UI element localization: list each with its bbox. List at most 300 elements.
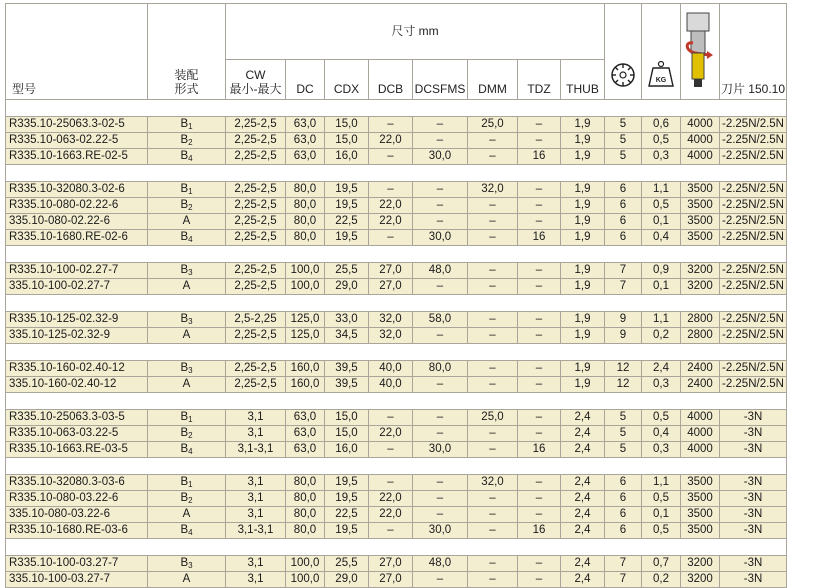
table-row xyxy=(6,507,787,523)
cell-tdz: 16 xyxy=(518,149,561,165)
table-row xyxy=(6,556,787,572)
dimensions-header: 尺寸 mm xyxy=(226,4,605,60)
cell-form: $B_4$ xyxy=(148,442,226,458)
cell-insert: -2.25N/2.5N xyxy=(720,312,787,328)
cell-insert: -2.25N/2.5N xyxy=(720,182,787,198)
cell-rpm: 2400 xyxy=(681,361,720,377)
col-header-dcsfms: DCSFMS xyxy=(413,60,468,100)
cell-insert: -2.25N/2.5N xyxy=(720,230,787,246)
cell-rpm: 2800 xyxy=(681,312,720,328)
cell-teeth: 7 xyxy=(605,263,642,279)
cell-rpm: 2400 xyxy=(681,377,720,393)
cell-dc: 100,0 xyxy=(286,263,325,279)
cell-cw: 3,1 xyxy=(226,426,286,442)
cell-insert: -3N xyxy=(720,410,787,426)
cell-teeth: 5 xyxy=(605,149,642,165)
cell-kg: 0,7 xyxy=(642,556,681,572)
cell-insert: -2.25N/2.5N xyxy=(720,149,787,165)
cell-dcsfms: – xyxy=(413,198,468,214)
cell-dcb: – xyxy=(369,523,413,539)
cell-kg: 0,1 xyxy=(642,214,681,230)
cell-kg: 2,4 xyxy=(642,361,681,377)
cell-cw: 2,5-2,25 xyxy=(226,312,286,328)
cell-cdx: 19,5 xyxy=(325,198,369,214)
cell-cw: 2,25-2,5 xyxy=(226,117,286,133)
cell-dc: 100,0 xyxy=(286,556,325,572)
cell-model: R335.10-25063.3-03-5 xyxy=(6,410,148,426)
cell-cdx: 19,5 xyxy=(325,491,369,507)
cell-dcb: 32,0 xyxy=(369,312,413,328)
cell-dc: 80,0 xyxy=(286,198,325,214)
col-header-model: 型号 xyxy=(6,4,148,100)
cell-dcsfms: 48,0 xyxy=(413,556,468,572)
cell-teeth: 6 xyxy=(605,491,642,507)
cell-thub: 1,9 xyxy=(561,279,605,295)
cell-cw: 2,25-2,5 xyxy=(226,328,286,344)
col-header-cdx: CDX xyxy=(325,60,369,100)
cell-form: $B_2$ xyxy=(148,426,226,442)
cell-kg: 0,5 xyxy=(642,410,681,426)
cell-dcsfms: 58,0 xyxy=(413,312,468,328)
cell-tdz: – xyxy=(518,410,561,426)
cell-tdz: – xyxy=(518,312,561,328)
cell-thub: 1,9 xyxy=(561,182,605,198)
cell-form: A xyxy=(148,572,226,588)
cell-dc: 80,0 xyxy=(286,182,325,198)
cell-form: $B_1$ xyxy=(148,475,226,491)
cell-dcb: 27,0 xyxy=(369,556,413,572)
cell-tdz: – xyxy=(518,263,561,279)
cell-dc: 80,0 xyxy=(286,507,325,523)
cell-dmm: 32,0 xyxy=(468,182,518,198)
cell-cdx: 29,0 xyxy=(325,279,369,295)
cell-rpm: 4000 xyxy=(681,442,720,458)
cell-model: R335.10-32080.3-02-6 xyxy=(6,182,148,198)
assembly-form-index: 2 xyxy=(188,496,193,505)
cell-model: 335.10-160-02.40-12 xyxy=(6,377,148,393)
cell-kg: 0,2 xyxy=(642,572,681,588)
cell-form: $B_2$ xyxy=(148,198,226,214)
cell-dcb: 27,0 xyxy=(369,279,413,295)
col-header-teeth xyxy=(605,4,642,100)
cell-dcsfms: 80,0 xyxy=(413,361,468,377)
cell-dcsfms: – xyxy=(413,410,468,426)
cell-rpm: 4000 xyxy=(681,149,720,165)
cell-dcsfms: 30,0 xyxy=(413,442,468,458)
cell-thub: 1,9 xyxy=(561,230,605,246)
cell-thub: 2,4 xyxy=(561,475,605,491)
col-header-dcb: DCB xyxy=(369,60,413,100)
cell-kg: 0,5 xyxy=(642,133,681,149)
cell-teeth: 7 xyxy=(605,556,642,572)
cell-cw: 3,1 xyxy=(226,491,286,507)
cell-thub: 2,4 xyxy=(561,572,605,588)
assembly-form-index: 4 xyxy=(188,235,193,244)
cell-insert: -3N xyxy=(720,491,787,507)
cell-dc: 80,0 xyxy=(286,491,325,507)
cell-thub: 2,4 xyxy=(561,556,605,572)
table-row xyxy=(6,328,787,344)
cell-tdz: – xyxy=(518,377,561,393)
cell-tdz: – xyxy=(518,328,561,344)
cell-dc: 63,0 xyxy=(286,149,325,165)
cell-cdx: 19,5 xyxy=(325,230,369,246)
table-row xyxy=(6,442,787,458)
cell-kg: 0,4 xyxy=(642,230,681,246)
cell-model: R335.10-063-03.22-5 xyxy=(6,426,148,442)
cell-dmm: – xyxy=(468,426,518,442)
cell-dmm: – xyxy=(468,523,518,539)
cell-model: 335.10-100-03.27-7 xyxy=(6,572,148,588)
cell-dcb: 22,0 xyxy=(369,214,413,230)
table-row xyxy=(6,263,787,279)
cell-dcb: 22,0 xyxy=(369,507,413,523)
cell-cw: 2,25-2,5 xyxy=(226,214,286,230)
cell-cw: 3,1-3,1 xyxy=(226,523,286,539)
cell-tdz: – xyxy=(518,572,561,588)
table-row xyxy=(6,572,787,588)
cell-dc: 63,0 xyxy=(286,410,325,426)
cell-dcb: 32,0 xyxy=(369,328,413,344)
table-row xyxy=(6,133,787,149)
cell-cw: 2,25-2,5 xyxy=(226,230,286,246)
assembly-form-index: 3 xyxy=(188,317,193,326)
col-header-cw: CW 最小-最大 xyxy=(226,60,286,100)
cell-model: 335.10-080-03.22-6 xyxy=(6,507,148,523)
cell-dc: 63,0 xyxy=(286,442,325,458)
cell-dmm: – xyxy=(468,572,518,588)
cell-cdx: 25,5 xyxy=(325,556,369,572)
table-row xyxy=(6,182,787,198)
cell-teeth: 7 xyxy=(605,279,642,295)
cell-cw: 3,1 xyxy=(226,507,286,523)
assembly-form-index: 2 xyxy=(188,431,193,440)
cell-dcsfms: – xyxy=(413,475,468,491)
col-header-weight xyxy=(642,4,681,100)
col-header-insert: 刀片 150.10 xyxy=(720,4,787,100)
cell-dcsfms: – xyxy=(413,279,468,295)
col-header-rpm xyxy=(681,4,720,100)
cell-tdz: – xyxy=(518,491,561,507)
cell-kg: 1,1 xyxy=(642,475,681,491)
table-row xyxy=(6,198,787,214)
cell-dcsfms: – xyxy=(413,133,468,149)
cell-form: $B_3$ xyxy=(148,312,226,328)
cell-rpm: 3500 xyxy=(681,198,720,214)
cell-rpm: 3200 xyxy=(681,556,720,572)
col-header-assembly: 装配 形式 xyxy=(148,4,226,100)
cell-form: $B_4$ xyxy=(148,523,226,539)
cell-cdx: 29,0 xyxy=(325,572,369,588)
cell-dmm: – xyxy=(468,149,518,165)
cell-thub: 1,9 xyxy=(561,361,605,377)
cell-dc: 80,0 xyxy=(286,230,325,246)
cutter-spec-table xyxy=(5,3,787,588)
cell-model: R335.10-1680.RE-02-6 xyxy=(6,230,148,246)
cell-form: $B_3$ xyxy=(148,556,226,572)
cell-teeth: 7 xyxy=(605,572,642,588)
cell-dcsfms: 30,0 xyxy=(413,230,468,246)
assembly-form-index: 1 xyxy=(188,122,193,131)
cell-tdz: – xyxy=(518,361,561,377)
cell-dmm: – xyxy=(468,279,518,295)
table-row xyxy=(6,361,787,377)
table-row xyxy=(6,117,787,133)
cell-dc: 80,0 xyxy=(286,475,325,491)
cell-dcb: 40,0 xyxy=(369,361,413,377)
cell-thub: 1,9 xyxy=(561,312,605,328)
cell-form: A xyxy=(148,507,226,523)
cell-tdz: 16 xyxy=(518,523,561,539)
cell-dcsfms: – xyxy=(413,214,468,230)
cell-dcsfms: 30,0 xyxy=(413,149,468,165)
cell-dcsfms: – xyxy=(413,182,468,198)
cell-tdz: – xyxy=(518,117,561,133)
cell-dmm: – xyxy=(468,361,518,377)
cell-teeth: 9 xyxy=(605,328,642,344)
cell-insert: -2.25N/2.5N xyxy=(720,328,787,344)
cell-dc: 100,0 xyxy=(286,572,325,588)
cell-form: $B_2$ xyxy=(148,133,226,149)
cell-dc: 125,0 xyxy=(286,312,325,328)
cell-kg: 0,4 xyxy=(642,426,681,442)
cell-form: $B_2$ xyxy=(148,491,226,507)
assembly-form-index: 3 xyxy=(188,561,193,570)
col-header-tdz: TDZ xyxy=(518,60,561,100)
cell-thub: 1,9 xyxy=(561,117,605,133)
cell-teeth: 5 xyxy=(605,117,642,133)
cell-teeth: 5 xyxy=(605,442,642,458)
cell-tdz: – xyxy=(518,426,561,442)
cell-dcb: – xyxy=(369,182,413,198)
cell-kg: 0,3 xyxy=(642,442,681,458)
cell-dmm: – xyxy=(468,377,518,393)
cell-cdx: 19,5 xyxy=(325,182,369,198)
cell-teeth: 5 xyxy=(605,426,642,442)
cell-form: A xyxy=(148,328,226,344)
cell-tdz: – xyxy=(518,507,561,523)
group-spacer xyxy=(6,165,787,182)
table-row xyxy=(6,377,787,393)
cell-dcsfms: 30,0 xyxy=(413,523,468,539)
group-spacer xyxy=(6,246,787,263)
cell-thub: 1,9 xyxy=(561,263,605,279)
table-row xyxy=(6,426,787,442)
cell-model: R335.10-25063.3-02-5 xyxy=(6,117,148,133)
cell-insert: -3N xyxy=(720,523,787,539)
cell-dcsfms: – xyxy=(413,491,468,507)
cell-dmm: – xyxy=(468,230,518,246)
table-row xyxy=(6,279,787,295)
group-spacer xyxy=(6,458,787,475)
cell-model: R335.10-063-02.22-5 xyxy=(6,133,148,149)
cell-thub: 1,9 xyxy=(561,214,605,230)
cell-thub: 2,4 xyxy=(561,410,605,426)
assembly-form-index: 1 xyxy=(188,187,193,196)
cell-dmm: – xyxy=(468,556,518,572)
cell-kg: 0,5 xyxy=(642,491,681,507)
cell-cdx: 34,5 xyxy=(325,328,369,344)
cell-dcb: 22,0 xyxy=(369,491,413,507)
cell-form: A xyxy=(148,279,226,295)
cell-kg: 1,1 xyxy=(642,312,681,328)
cell-cw: 2,25-2,5 xyxy=(226,279,286,295)
cell-form: $B_4$ xyxy=(148,230,226,246)
cell-dc: 160,0 xyxy=(286,377,325,393)
cell-form: $B_3$ xyxy=(148,263,226,279)
cell-dcb: – xyxy=(369,230,413,246)
cell-form: $B_4$ xyxy=(148,149,226,165)
cell-cdx: 39,5 xyxy=(325,361,369,377)
cell-tdz: – xyxy=(518,133,561,149)
cell-cdx: 15,0 xyxy=(325,410,369,426)
cell-rpm: 4000 xyxy=(681,426,720,442)
cell-tdz: – xyxy=(518,182,561,198)
cell-cdx: 16,0 xyxy=(325,149,369,165)
cell-cw: 2,25-2,5 xyxy=(226,198,286,214)
cell-insert: -3N xyxy=(720,442,787,458)
cell-dc: 63,0 xyxy=(286,426,325,442)
cell-tdz: – xyxy=(518,556,561,572)
cell-tdz: – xyxy=(518,214,561,230)
cell-kg: 0,1 xyxy=(642,507,681,523)
cell-dcsfms: – xyxy=(413,426,468,442)
table-row xyxy=(6,410,787,426)
cell-rpm: 3200 xyxy=(681,279,720,295)
cell-dmm: – xyxy=(468,263,518,279)
cell-thub: 2,4 xyxy=(561,507,605,523)
cell-rpm: 3500 xyxy=(681,507,720,523)
cell-thub: 1,9 xyxy=(561,377,605,393)
cell-cdx: 15,0 xyxy=(325,133,369,149)
cell-cw: 3,1 xyxy=(226,475,286,491)
cell-insert: -2.25N/2.5N xyxy=(720,198,787,214)
cell-kg: 0,1 xyxy=(642,279,681,295)
cell-dcb: 22,0 xyxy=(369,133,413,149)
cell-cw: 2,25-2,5 xyxy=(226,133,286,149)
cell-dcsfms: – xyxy=(413,377,468,393)
svg-text:KG: KG xyxy=(655,77,667,84)
cell-tdz: – xyxy=(518,198,561,214)
cutter-teeth-icon xyxy=(610,62,636,88)
cell-dcsfms: 48,0 xyxy=(413,263,468,279)
cell-model: R335.10-160-02.40-12 xyxy=(6,361,148,377)
cell-kg: 0,6 xyxy=(642,117,681,133)
cell-cdx: 33,0 xyxy=(325,312,369,328)
cell-model: R335.10-1663.RE-03-5 xyxy=(6,442,148,458)
cell-kg: 0,5 xyxy=(642,523,681,539)
cell-dcb: 22,0 xyxy=(369,426,413,442)
cell-kg: 0,3 xyxy=(642,149,681,165)
cell-form: $B_1$ xyxy=(148,410,226,426)
assembly-form-index: 1 xyxy=(188,415,193,424)
assembly-form-index: 4 xyxy=(188,154,193,163)
cell-teeth: 6 xyxy=(605,475,642,491)
cell-rpm: 3500 xyxy=(681,230,720,246)
cell-dcb: 22,0 xyxy=(369,198,413,214)
cell-rpm: 3200 xyxy=(681,263,720,279)
cell-tdz: – xyxy=(518,279,561,295)
cell-dmm: – xyxy=(468,491,518,507)
cell-dc: 63,0 xyxy=(286,117,325,133)
col-header-dmm: DMM xyxy=(468,60,518,100)
cell-dc: 100,0 xyxy=(286,279,325,295)
cell-dc: 80,0 xyxy=(286,523,325,539)
assembly-form-index: 2 xyxy=(188,203,193,212)
table-row xyxy=(6,312,787,328)
cell-cdx: 15,0 xyxy=(325,426,369,442)
cell-insert: -2.25N/2.5N xyxy=(720,377,787,393)
cell-dcsfms: – xyxy=(413,328,468,344)
table-row xyxy=(6,149,787,165)
cell-thub: 1,9 xyxy=(561,328,605,344)
cell-teeth: 6 xyxy=(605,523,642,539)
cell-model: 335.10-125-02.32-9 xyxy=(6,328,148,344)
cell-cw: 2,25-2,5 xyxy=(226,263,286,279)
group-spacer xyxy=(6,100,787,117)
assembly-form-index: 4 xyxy=(188,447,193,456)
cell-thub: 2,4 xyxy=(561,523,605,539)
group-spacer xyxy=(6,295,787,312)
cell-insert: -3N xyxy=(720,507,787,523)
cell-insert: -2.25N/2.5N xyxy=(720,117,787,133)
cell-rpm: 3500 xyxy=(681,491,720,507)
cell-teeth: 6 xyxy=(605,198,642,214)
cell-thub: 2,4 xyxy=(561,442,605,458)
cell-model: R335.10-1663.RE-02-5 xyxy=(6,149,148,165)
spindle-rpm-icon xyxy=(683,11,717,91)
cell-form: $B_3$ xyxy=(148,361,226,377)
cell-dc: 125,0 xyxy=(286,328,325,344)
cell-insert: -2.25N/2.5N xyxy=(720,133,787,149)
cell-thub: 2,4 xyxy=(561,426,605,442)
table-row xyxy=(6,214,787,230)
cell-teeth: 6 xyxy=(605,214,642,230)
cell-kg: 0,5 xyxy=(642,198,681,214)
cell-insert: -3N xyxy=(720,426,787,442)
cell-dcb: 40,0 xyxy=(369,377,413,393)
cell-cw: 2,25-2,5 xyxy=(226,361,286,377)
cell-rpm: 3500 xyxy=(681,214,720,230)
cell-model: R335.10-125-02.32-9 xyxy=(6,312,148,328)
assembly-form-index: 3 xyxy=(188,366,193,375)
cell-cw: 2,25-2,5 xyxy=(226,149,286,165)
table-row xyxy=(6,491,787,507)
cell-model: R335.10-080-03.22-6 xyxy=(6,491,148,507)
cell-teeth: 12 xyxy=(605,361,642,377)
cell-cdx: 15,0 xyxy=(325,117,369,133)
cell-cdx: 19,5 xyxy=(325,523,369,539)
cell-cdx: 25,5 xyxy=(325,263,369,279)
col-header-thub: THUB xyxy=(561,60,605,100)
assembly-form-index: 4 xyxy=(188,528,193,537)
cell-insert: -3N xyxy=(720,556,787,572)
cell-dmm: – xyxy=(468,133,518,149)
cell-dmm: – xyxy=(468,312,518,328)
cell-dcsfms: – xyxy=(413,117,468,133)
cell-rpm: 3500 xyxy=(681,523,720,539)
cell-cdx: 19,5 xyxy=(325,475,369,491)
cell-dc: 80,0 xyxy=(286,214,325,230)
cell-dmm: – xyxy=(468,507,518,523)
cell-model: 335.10-080-02.22-6 xyxy=(6,214,148,230)
cell-teeth: 9 xyxy=(605,312,642,328)
cell-model: 335.10-100-02.27-7 xyxy=(6,279,148,295)
cell-dcb: – xyxy=(369,149,413,165)
assembly-form-index: 3 xyxy=(188,268,193,277)
cell-rpm: 4000 xyxy=(681,117,720,133)
group-spacer xyxy=(6,344,787,361)
